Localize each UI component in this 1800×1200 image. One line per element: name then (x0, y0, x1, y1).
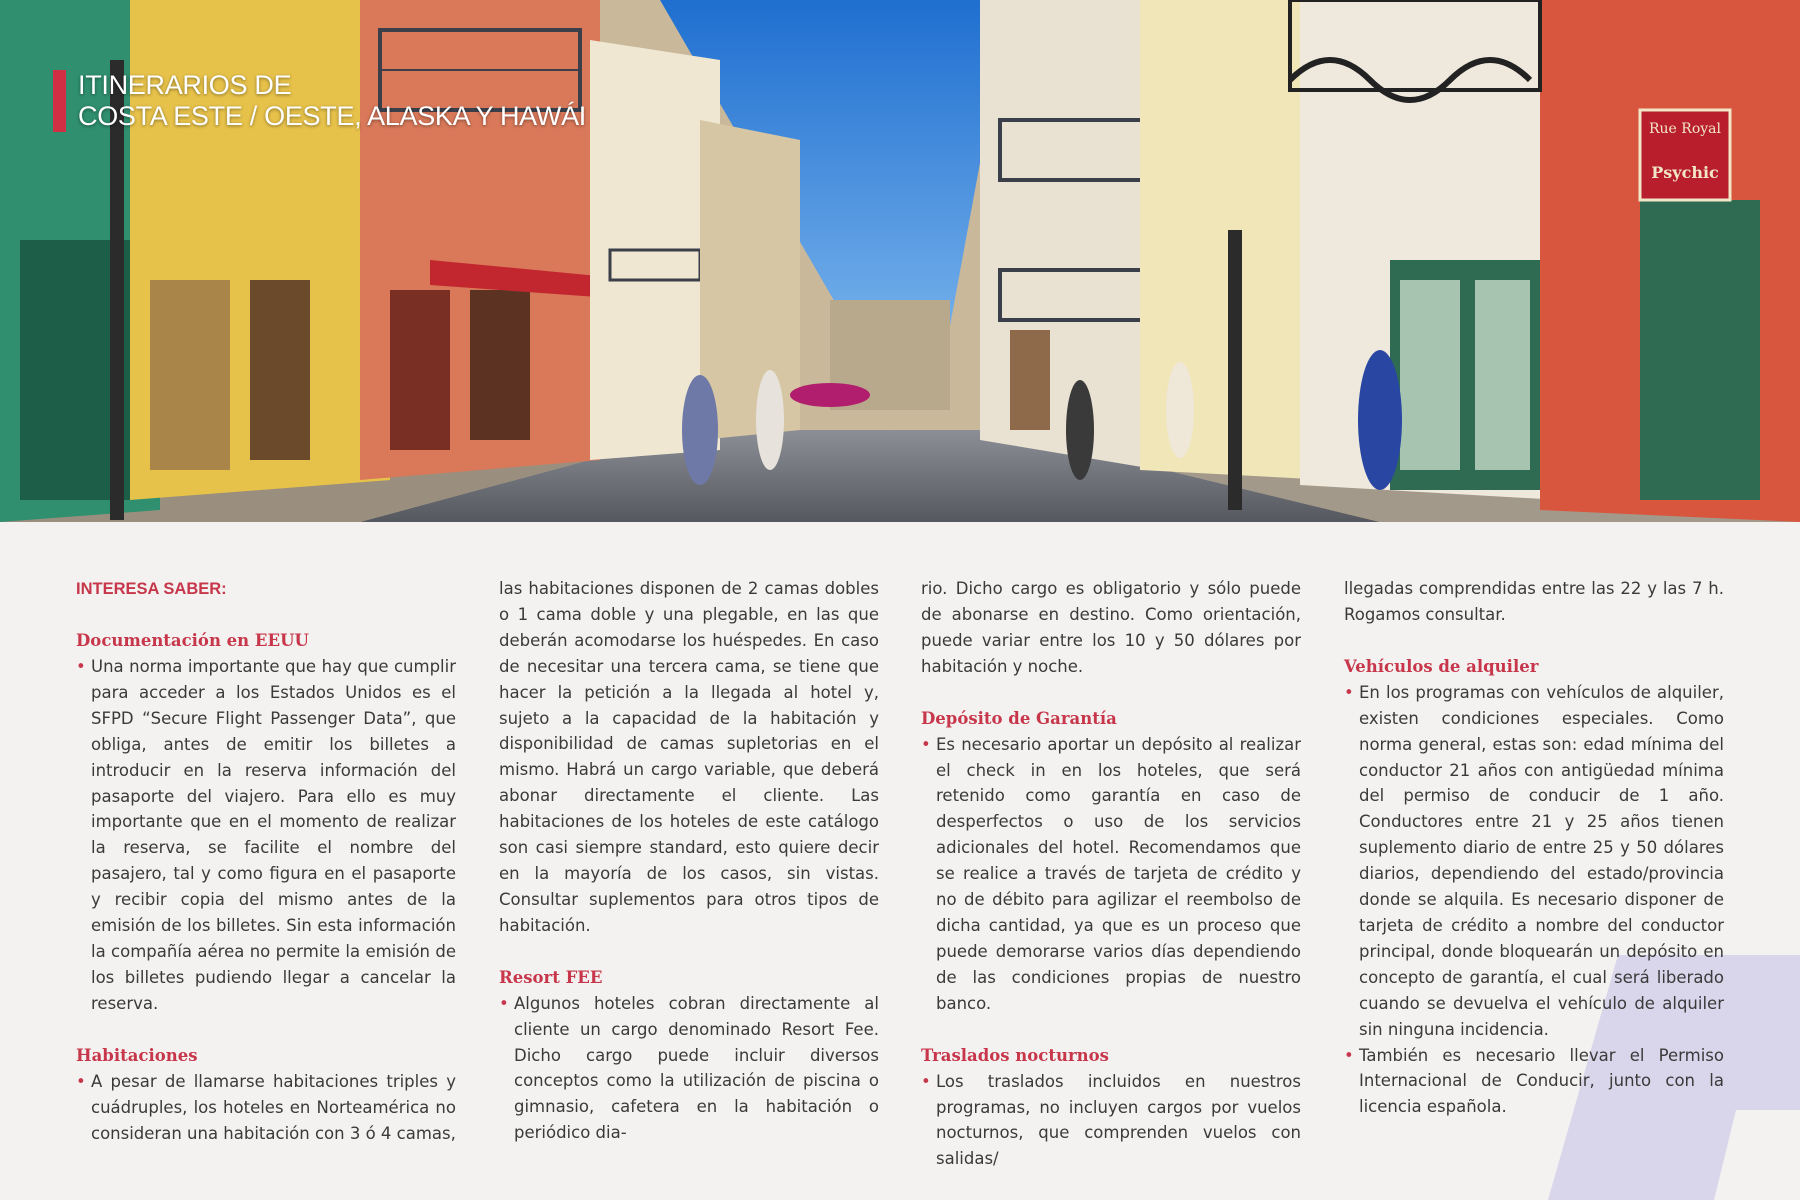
section-title-line-2: COSTA ESTE / OESTE, ALASKA Y HAWÁI (78, 101, 586, 131)
vehiculos-heading: Vehículos de alquiler (1344, 656, 1539, 676)
deposito-text: • Es necesario aportar un depósito al realizar el check in en los hoteles, que será retenido como garantía en caso de desperfectos o uso de los servicios adicionales del hotel. Recomendamos que se realice a través de tarjeta de crédito y no de débito para agilizar el reembolso de dicha cantidad, ya que es un proceso que puede demorarse varios días dependiendo de las condiciones propias de nuestro banco. (921, 732, 1301, 1017)
habitaciones-heading: Habitaciones (76, 1045, 198, 1065)
documentacion-list (76, 654, 456, 1017)
text-column-4 (1344, 576, 1724, 1146)
habitaciones-text: • A pesar de llamarse habitaciones triples y cuádruples, los hoteles en Norteamérica no consideran una habitación con 3 ó 4 camas, (76, 1069, 456, 1147)
resort-fee-continuation: rio. Dicho cargo es obligatorio y sólo puede de abonarse en destino. Como orientación, puede variar entre los 10 y 50 dólares por habitación y noche. (921, 579, 1301, 676)
habitaciones-continuation: las habitaciones disponen de 2 camas dobles o 1 cama doble y una plegable, en las que deberán acomodarse los huéspedes. En caso de necesitar una tercera cama, se tiene que hacer la petición a la llegada al hotel y, sujeto a la capacidad de la habitación y disponibilidad de camas supletorias en el mismo. Habrá un cargo variable, que deberá abonar directamente el cliente. Las habitaciones de los hoteles de este catálogo son casi siempre standard, esto quiere decir en la mayoría de los casos, sin vistas. Consultar suplementos para otros tipos de habitación. (499, 579, 879, 935)
resort-fee-text: • Algunos hoteles cobran directamente al cliente un cargo denominado Resort Fee. Dicho cargo puede incluir diversos conceptos como la utilización de piscina o gimnasio, cafetera en la habitación o periódico dia- (499, 991, 879, 1146)
habitaciones-list (76, 1069, 456, 1147)
resort-fee-heading: Resort FEE (499, 967, 603, 987)
vehiculos-text: • En los programas con vehículos de alquiler, existen condiciones especiales. Como norma general, estas son: edad mínima del conductor 21 años con antigüedad mínima del permiso de conducir de 1 año. Conductores entre 21 y 25 años tienen suplemento diario de entre 25 y 50 dólares diarios, dependiendo del estado/provincia donde se alquila. Es necesario disponer de tarjeta de crédito a nombre del conductor principal, donde bloquearán un depósito en concepto de garantía, el cual será liberado cuando se devuelva el vehículo de alquiler sin ninguna incidencia. (1344, 680, 1724, 1043)
traslados-text: • Los traslados incluidos en nuestros programas, no incluyen cargos por vuelos nocturnos, que comprenden vuelos con salidas/ (921, 1069, 1301, 1173)
shop-sign-text-2: Psychic (1651, 163, 1719, 182)
vehiculos-list (1344, 680, 1724, 1120)
traslados-continuation: llegadas comprendidas entre las 22 y las 7 h. Rogamos consultar. (1344, 579, 1724, 624)
resort-fee-list (499, 991, 879, 1146)
vehiculos-text-2: • También es necesario llevar el Permiso Internacional de Conducir, junto con la licencia española. (1344, 1043, 1724, 1121)
section-title-line-1: ITINERARIOS DE (78, 70, 292, 100)
shop-sign-text: Rue Royal (1649, 121, 1721, 137)
traslados-list (921, 1069, 1301, 1173)
section-title (53, 70, 586, 132)
text-column-2 (499, 576, 879, 1172)
text-column-1 (76, 576, 456, 1172)
deposito-list (921, 732, 1301, 1017)
documentacion-text: • Una norma importante que hay que cumplir para acceder a los Estados Unidos es el SFPD “Secure Flight Passenger Data”, que obliga, antes de emitir los billetes a introducir en la reserva información del pasaporte del viajero. Para ello es muy importante que en el momento de realizar la reserva, se facilite el nombre del pasajero, tal y como figura en el pasaporte y recibir copia del mismo antes de la emisión de los billetes. Sin esta información la compañía aérea no permite la emisión de los billetes pudiendo llegar a cancelar la reserva. (76, 654, 456, 1017)
interesa-saber-heading: INTERESA SABER: (76, 580, 227, 598)
traslados-heading: Traslados nocturnos (921, 1045, 1109, 1065)
text-column-3 (921, 576, 1301, 1198)
documentacion-heading: Documentación en EEUU (76, 631, 309, 650)
deposito-heading: Depósito de Garantía (921, 708, 1117, 728)
